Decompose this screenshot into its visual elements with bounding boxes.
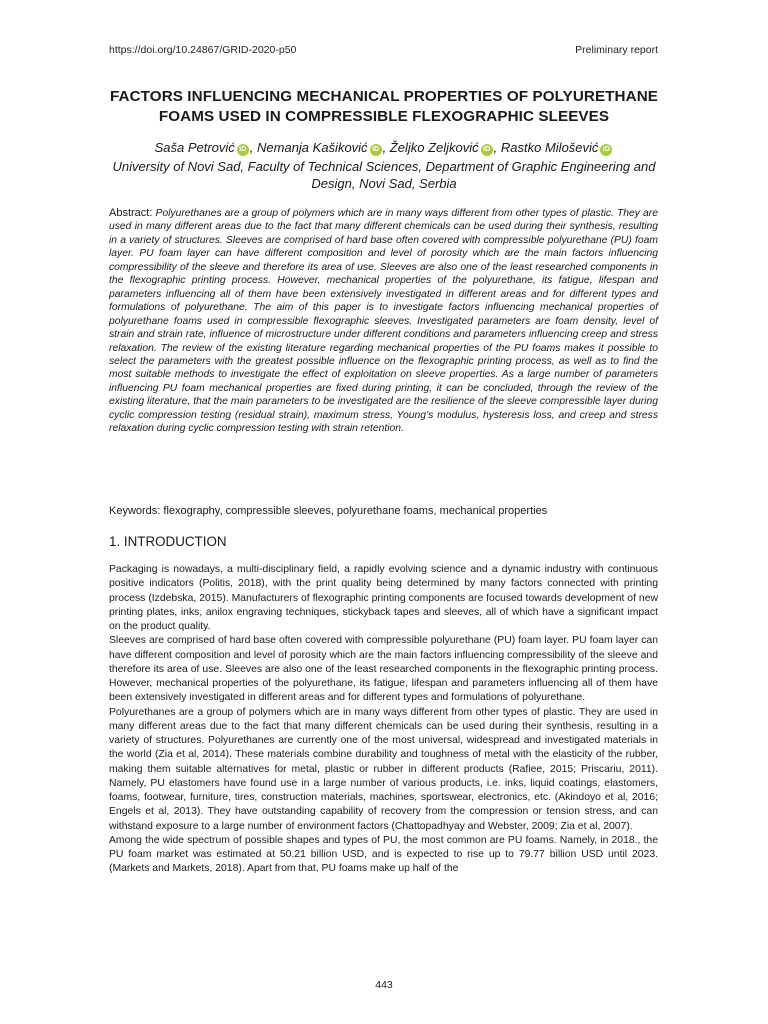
author-name: Nemanja Kašiković <box>257 140 368 155</box>
author-name: Željko Zeljković <box>389 140 479 155</box>
orcid-icon[interactable]: iD <box>237 144 249 156</box>
section-body <box>109 563 658 877</box>
orcid-icon[interactable]: iD <box>370 144 382 156</box>
section-heading: 1. INTRODUCTION <box>109 534 227 549</box>
page-header <box>109 44 658 56</box>
keywords-text: flexography, compressible sleeves, polyurethane foams, mechanical properties <box>163 505 548 517</box>
orcid-icon[interactable]: iD <box>481 144 493 156</box>
abstract-label: Abstract: <box>109 207 153 219</box>
page-number: 443 <box>375 979 393 991</box>
author-list: Saša Petrović iD , Nemanja Kašiković iD , Željko Zeljković iD , Rastko Milošević iD <box>90 139 678 157</box>
body-paragraph: Sleeves are comprised of hard base often covered with compressible polyurethane (PU) foam layer. PU foam layer can have different composition and level of porosity which are the main factors influencing compressibility of the sleeve and therefore its area of use. Sleeves are also one of the least researched components in the flexographic printing process. However, mechanical properties of the polyurethane, its fatigue, lifespan and parameters influencing all of them have been extensively investigated in different areas and for different types and formulations of polyurethane. <box>109 635 658 704</box>
keywords <box>109 504 658 518</box>
body-paragraph: Polyurethanes are a group of polymers which are in many ways different from other types of plastic. They are used in many different areas due to the fact that many different chemicals can be used during their synthesis, resulting in a variety of structures. Polyurethanes are currently one of the most universal, widespread and investigated materials in the world (Zia et al, 2014). These materials combine durability and toughness of metal with the elasticity of the rubber, making them suitable alternatives for metal, plastic or rubber in different products (Rafiee, 2015; Priscariu, 2011). Namely, PU elastomers have found use in a large number of various products, i.e. inks, liquid coatings, elastomers, foams, footwear, furniture, tires, construction materials, machines, sportswear, electronics, etc. (Akindoyo et al, 2016; Engels et al, 2013). They have outstanding capability of recovery from the compression or tension stress, and can withstand exposure to a large number of environment factors (Chattopadhyay and Webster, 2009; Zia et al, 2007). <box>109 706 658 832</box>
author-name: Saša Petrović <box>154 140 235 155</box>
abstract <box>109 207 658 436</box>
paper-title: FACTORS INFLUENCING MECHANICAL PROPERTIES OF POLYURETHANE FOAMS USED IN COMPRESSIBLE FLEXOGRAPHIC SLEEVES <box>110 88 658 125</box>
abstract-text: Polyurethanes are a group of polymers which are in many ways different from other types of plastic. They are used in many different areas due to the fact that many different chemicals can be used during their synthesis, resulting in a variety of structures. Sleeves are comprised of hard base often covered with compressible polyurethane (PU) foam layer. PU foam layer can have different composition and level of porosity which are the main factors influencing compressibility of the sleeve and therefore its area of use. Sleeves are also one of the least researched components in the flexographic printing process. However, mechanical properties of the polyurethane, its fatigue, lifespan and parameters influencing all of them have been extensively investigated in different areas and for different types and formulations of polyurethane. The aim of this paper is to investigate factors influencing mechanical properties of polyurethane foams used in compressible flexographic sleeves. Investigated parameters are foam density, level of strain and strain rate, influence of microstructure under different conditions and parameters influencing creep and stress relaxation. The review of the existing literature regarding mechanical properties of the PU foams makes it possible to select the parameters with the greatest possible influence on the flexographic printing process, as well as to find the most suitable methods to investigate the effect of exploitation on sleeve properties. As a large number of parameters influencing PU foam mechanical properties are fixed during printing, it can be concluded, through the review of the existing literature, that the main parameters to be investigated are the resilience of the sleeve compressible layer during cyclic compression testing (residual strain), maximum stress, Young’s modulus, hysteresis loss, and creep and stress relaxation during cyclic compression testing with strain retention. <box>109 208 658 435</box>
keywords-label: Keywords: <box>109 505 161 517</box>
affiliation: University of Novi Sad, Faculty of Technical Sciences, Department of Graphic Engineering and Design, Novi Sad, Serbia <box>112 159 656 191</box>
body-paragraph: Among the wide spectrum of possible shapes and types of PU, the most common are PU foams. Namely, in 2018., the PU foam market was estimated at 50.21 billion USD, and is expected to rise up to 79.77 billion USD until 2023. (Markets and Markets, 2018). Apart from that, PU foams make up half of the <box>109 834 658 875</box>
doi-link[interactable]: https://doi.org/10.24867/GRID-2020-p50 <box>109 44 297 56</box>
author-name: Rastko Milošević <box>500 140 599 155</box>
orcid-icon[interactable]: iD <box>600 144 612 156</box>
report-type: Preliminary report <box>575 44 658 56</box>
body-paragraph: Packaging is nowadays, a multi-disciplinary field, a rapidly evolving science and a dynamic industry with continuous positive indicators (Politis, 2018), with the print quality being determined by many factors connected with printing process (Izdebska, 2015). Manufacturers of flexographic printing components are focused towards development of new printing plates, inks, anilox engraving techniques, stickyback tapes and sleeves, all of which have a significant impact on the product quality. <box>109 564 658 632</box>
